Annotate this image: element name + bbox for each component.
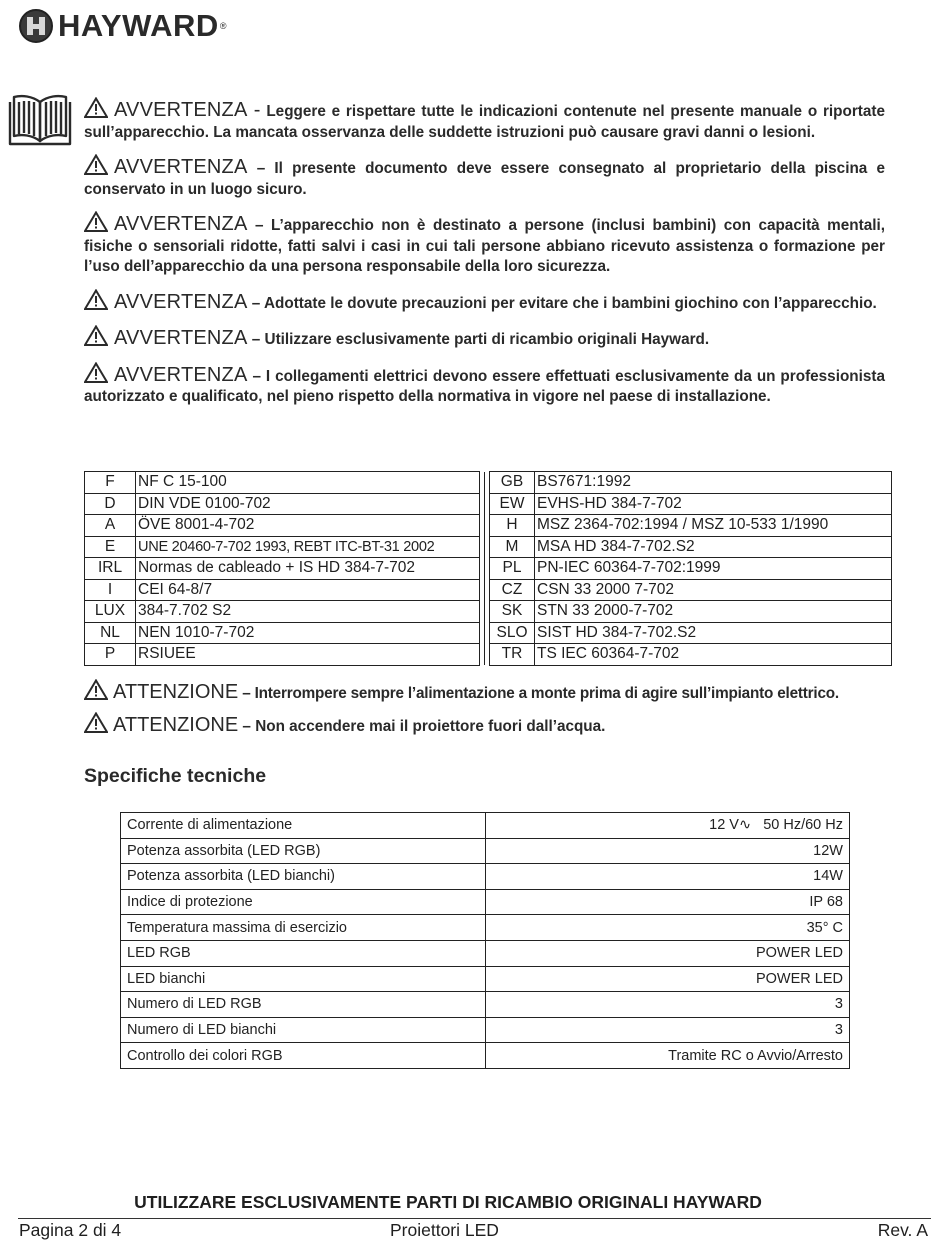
warning-triangle-icon	[84, 325, 108, 346]
standard: ÖVE 8001-4-702	[136, 515, 480, 537]
spec-value: POWER LED	[486, 940, 850, 966]
spec-label: Corrente di alimentazione	[121, 813, 486, 839]
table-row	[85, 644, 892, 666]
standard: 384-7.702 S2	[136, 601, 480, 623]
country-code: I	[85, 579, 136, 601]
country-code: D	[85, 493, 136, 515]
footer-divider	[18, 1218, 931, 1219]
specs-table	[120, 812, 850, 1069]
spec-value: 3	[486, 992, 850, 1018]
standard: NF C 15-100	[136, 472, 480, 494]
country-code: EW	[490, 493, 535, 515]
country-code: M	[490, 536, 535, 558]
warning-triangle-icon	[84, 289, 108, 310]
country-code: F	[85, 472, 136, 494]
country-code: SK	[490, 601, 535, 623]
product-name: Proiettori LED	[390, 1220, 499, 1240]
footer-note: UTILIZZARE ESCLUSIVAMENTE PARTI DI RICAMBIO ORIGINALI HAYWARD	[134, 1192, 762, 1212]
hayward-logo-icon	[19, 9, 53, 43]
page-number: Pagina 2 di 4	[19, 1220, 122, 1240]
table-row	[121, 915, 850, 941]
specs-title: Specifiche tecniche	[84, 765, 267, 787]
warning-triangle-icon	[84, 679, 108, 700]
standard: CSN 33 2000 7-702	[535, 579, 892, 601]
warning-keyword: AVVERTENZA	[114, 213, 248, 235]
country-code: NL	[85, 622, 136, 644]
table-row	[85, 601, 892, 623]
spec-label: Controllo dei colori RGB	[121, 1043, 486, 1069]
norms-table	[84, 471, 892, 666]
warning-item	[84, 211, 885, 278]
country-code: H	[490, 515, 535, 537]
country-code: CZ	[490, 579, 535, 601]
attention-keyword: ATTENZIONE	[113, 714, 239, 736]
standard: Normas de cableado + IS HD 384-7-702	[136, 558, 480, 580]
table-row	[121, 966, 850, 992]
spec-value: IP 68	[486, 889, 850, 915]
warning-triangle-icon	[84, 97, 108, 118]
spec-label: LED bianchi	[121, 966, 486, 992]
table-row	[121, 1017, 850, 1043]
table-row	[121, 889, 850, 915]
country-code: P	[85, 644, 136, 666]
standard: PN-IEC 60364-7-702:1999	[535, 558, 892, 580]
standard: MSA HD 384-7-702.S2	[535, 536, 892, 558]
standard: BS7671:1992	[535, 472, 892, 494]
spec-value: 12W	[486, 838, 850, 864]
warning-text: – Il presente documento deve essere consegnato al proprietario della piscina e conservato in un luogo sicuro.	[84, 160, 885, 198]
warning-keyword: AVVERTENZA -	[114, 99, 261, 121]
spec-label: Temperatura massima di esercizio	[121, 915, 486, 941]
spec-label: Potenza assorbita (LED RGB)	[121, 838, 486, 864]
spec-value: 3	[486, 1017, 850, 1043]
country-code: LUX	[85, 601, 136, 623]
warnings-list	[84, 97, 885, 419]
table-row	[85, 515, 892, 537]
country-code: IRL	[85, 558, 136, 580]
warning-keyword: AVVERTENZA	[114, 290, 248, 313]
spec-label: LED RGB	[121, 940, 486, 966]
country-code: GB	[490, 472, 535, 494]
country-code: TR	[490, 644, 535, 666]
table-row	[85, 472, 892, 494]
table-row	[85, 579, 892, 601]
standard: TS IEC 60364-7-702	[535, 644, 892, 666]
standard: DIN VDE 0100-702	[136, 493, 480, 515]
country-code: SLO	[490, 622, 535, 644]
spec-label: Numero di LED bianchi	[121, 1017, 486, 1043]
standard: MSZ 2364-702:1994 / MSZ 10-533 1/1990	[535, 515, 892, 537]
table-row	[85, 558, 892, 580]
table-row	[121, 813, 850, 839]
attention-text: – Interrompere sempre l’alimentazione a monte prima di agire sull’impianto elettrico.	[238, 685, 839, 702]
spec-value: 14W	[486, 864, 850, 890]
warning-text: – Utilizzare esclusivamente parti di ricambio originali Hayward.	[247, 331, 710, 348]
warning-item	[84, 289, 885, 315]
attention-item	[84, 679, 904, 704]
brand-name: HAYWARD®	[58, 8, 227, 43]
warning-text: Leggere e rispettare tutte le indicazioni contenute nel presente manuale o riportate sull’apparecchio. La mancata osservanza delle suddette istruzioni può causare gravi danni o lesioni.	[84, 103, 885, 141]
warning-text: – L’apparecchio non è destinato a persone (inclusi bambini) con capacità mentali, fisiche o sensoriali ridotte, fatti salvi i casi in cui tali persone abbiano ricevuto assistenza o formazione per l’uso dell’apparecchio da una persona responsabile della loro sicurezza.	[84, 217, 885, 275]
spec-label: Indice di protezione	[121, 889, 486, 915]
warning-keyword: AVVERTENZA	[114, 363, 248, 386]
attention-item	[84, 712, 904, 737]
spec-value: 35° C	[486, 915, 850, 941]
warning-text: – I collegamenti elettrici devono essere effettuati esclusivamente da un professionista autorizzato e qualificato, nel pieno rispetto della normativa in vigore nel paese di installazione.	[84, 367, 885, 405]
spec-value: Tramite RC o Avvio/Arresto	[486, 1043, 850, 1069]
warning-item	[84, 325, 885, 351]
warning-item	[84, 97, 885, 143]
standard: SIST HD 384-7-702.S2	[535, 622, 892, 644]
table-row	[85, 622, 892, 644]
standard: RSIUEE	[136, 644, 480, 666]
revision: Rev. A	[877, 1220, 928, 1240]
warning-item	[84, 154, 885, 200]
table-row	[121, 992, 850, 1018]
warning-triangle-icon	[84, 154, 108, 175]
warning-keyword: AVVERTENZA	[114, 327, 248, 349]
table-row	[85, 536, 892, 558]
table-row	[121, 940, 850, 966]
table-row	[121, 864, 850, 890]
spec-value: 12 V∿ 50 Hz/60 Hz	[486, 813, 850, 839]
table-row	[85, 493, 892, 515]
warning-keyword: AVVERTENZA	[114, 156, 248, 178]
spec-label: Potenza assorbita (LED bianchi)	[121, 864, 486, 890]
standard: UNE 20460-7-702 1993, REBT ITC-BT-31 2002	[136, 536, 480, 558]
standard: STN 33 2000-7-702	[535, 601, 892, 623]
standard: CEI 64-8/7	[136, 579, 480, 601]
standard: NEN 1010-7-702	[136, 622, 480, 644]
open-book-icon	[6, 90, 74, 148]
country-code: E	[85, 536, 136, 558]
spec-value: POWER LED	[486, 966, 850, 992]
spec-label: Numero di LED RGB	[121, 992, 486, 1018]
attention-keyword: ATTENZIONE	[113, 681, 239, 703]
table-row	[121, 1043, 850, 1069]
warning-triangle-icon	[84, 362, 108, 383]
attention-text: – Non accendere mai il proiettore fuori dall’acqua.	[238, 718, 606, 735]
country-code: A	[85, 515, 136, 537]
warning-triangle-icon	[84, 712, 108, 733]
warning-text: – Adottate le dovute precauzioni per evitare che i bambini giochino con l’apparecchio.	[247, 294, 877, 312]
standard: EVHS-HD 384-7-702	[535, 493, 892, 515]
table-row	[121, 838, 850, 864]
warning-item	[84, 362, 885, 408]
country-code: PL	[490, 558, 535, 580]
warning-triangle-icon	[84, 211, 108, 232]
brand-logo	[19, 8, 227, 44]
